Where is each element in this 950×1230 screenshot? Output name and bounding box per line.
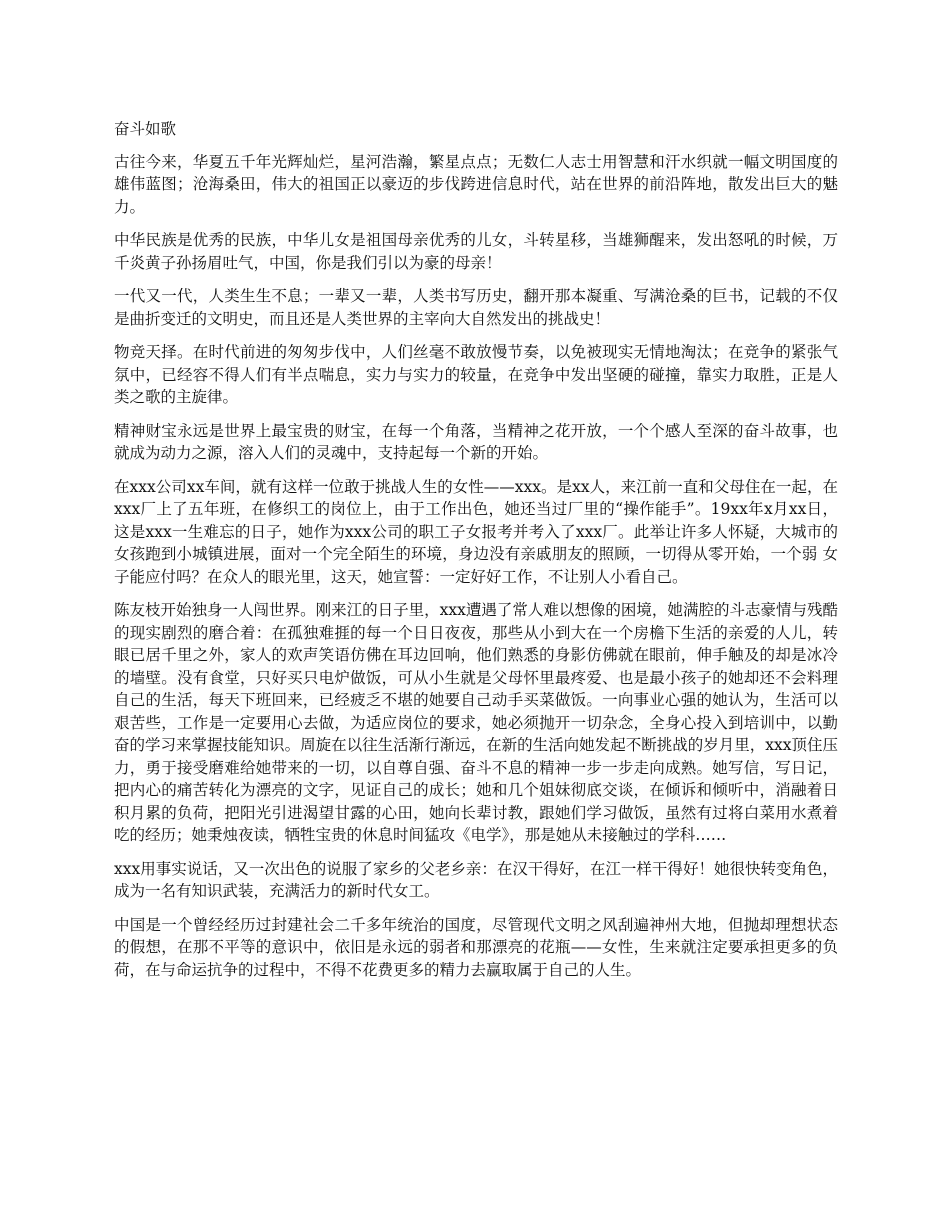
paragraph: 古往今来，华夏五千年光辉灿烂，星河浩瀚，繁星点点；无数仁人志士用智慧和汗水织就一幅文明国度的雄伟蓝图；沧海桑田，伟大的祖国正以豪迈的步伐跨进信息时代，站在世界的前沿阵地，散发出巨大的魅力。 — [114, 152, 838, 216]
paragraph: 中国是一个曾经经历过封建社会二千多年统治的国度，尽管现代文明之风刮遍神州大地，但抛却理想状态的假想，在那不平等的意识中，依旧是永远的弱者和那漂亮的花瓶——女性，生来就注定要承担更多的负荷，在与命运抗争的过程中，不得不花费更多的精力去赢取属于自己的人生。 — [114, 915, 838, 979]
paragraph: xxx用事实说话，又一次出色的说服了家乡的父老乡亲：在汉干得好，在江一样干得好！她很快转变角色，成为一名有知识武装，充满活力的新时代女工。 — [114, 859, 838, 900]
paragraph: 在xxx公司xx车间，就有这样一位敢于挑战人生的女性——xxx。是xx人，来江前一直和父母住在一起，在xxx厂上了五年班，在修织工的岗位上，由于工作出色，她还当过厂里的“操作能手”。19xx年x月xx日，这是xxx一生难忘的日子，她作为xxx公司的职工子女报考并考入了xxx厂。此举让许多人怀疑，大城市的女孩跑到小城镇进展，面对一个完全陌生的环境，身边没有亲戚朋友的照顾，一切得从零开始，一个弱 女子能应付吗？在众人的眼光里，这天，她宣誓：一定好好工作，不让别人小看自己。 — [114, 477, 838, 586]
document-title: 奋斗如歌 — [114, 120, 177, 138]
document-page — [114, 118, 838, 992]
paragraph: 陈友枝开始独身一人闯世界。刚来江的日子里，xxx遭遇了常人难以想像的困境，她满腔的斗志豪情与残酷的现实剧烈的磨合着：在孤独难捱的每一个日日夜夜，那些从小到大在一个房檐下生活的亲爱的人儿，转眼已居千里之外，家人的欢声笑语仿佛在耳边回响，他们熟悉的身影仿佛就在眼前，伸手触及的却是冰冷的墙壁。没有食堂，只好买只电炉做饭，可从小生就是父母怀里最疼爱、也是最小孩子的她却还不会料理自己的生活，每天下班回来，已经疲乏不堪的她要自己动手买菜做饭。一向事业心强的她认为，生活可以艰苦些，工作是一定要用心去做，为适应岗位的要求，她必须抛开一切杂念，全身心投入到培训中，以勤奋的学习来掌握技能知识。周旋在以往生活渐行渐远，在新的生活向她发起不断挑战的岁月里，xxx顶住压力，勇于接受磨难给她带来的一切，以自尊自强、奋斗不息的精神一步一步走向成熟。她写信，写日记，把内心的痛苦转化为漂亮的文字，见证自己的成长；她和几个姐妹彻底交谈，在倾诉和倾听中，消融着日积月累的负荷，把阳光引进渴望甘露的心田，她向长辈讨教，跟她们学习做饭，虽然有过将白菜用水煮着吃的经历；她秉烛夜读，牺牲宝贵的休息时间猛攻《电学》，那是她从未接触过的学科…… — [114, 601, 838, 844]
paragraph: 一代又一代，人类生生不息；一辈又一辈，人类书写历史，翻开那本凝重、写满沧桑的巨书，记载的不仅是曲折变迁的文明史，而且还是人类世界的主宰向大自然发出的挑战史！ — [114, 287, 838, 328]
paragraph: 精神财宝永远是世界上最宝贵的财宝，在每一个角落，当精神之花开放，一个个感人至深的奋斗故事，也就成为动力之源，溶入人们的灵魂中，支持起每一个新的开始。 — [114, 421, 838, 462]
paragraph: 中华民族是优秀的民族，中华儿女是祖国母亲优秀的儿女，斗转星移，当雄狮醒来，发出怒吼的时候，万千炎黄子孙扬眉吐气，中国，你是我们引以为豪的母亲！ — [114, 231, 838, 272]
paragraph: 物竞天择。在时代前进的匆匆步伐中，人们丝毫不敢放慢节奏，以免被现实无情地淘汰；在竞争的紧张气氛中，已经容不得人们有半点喘息，实力与实力的较量，在竞争中发出坚硬的碰撞，靠实力取胜，正是人类之歌的主旋律。 — [114, 343, 838, 406]
